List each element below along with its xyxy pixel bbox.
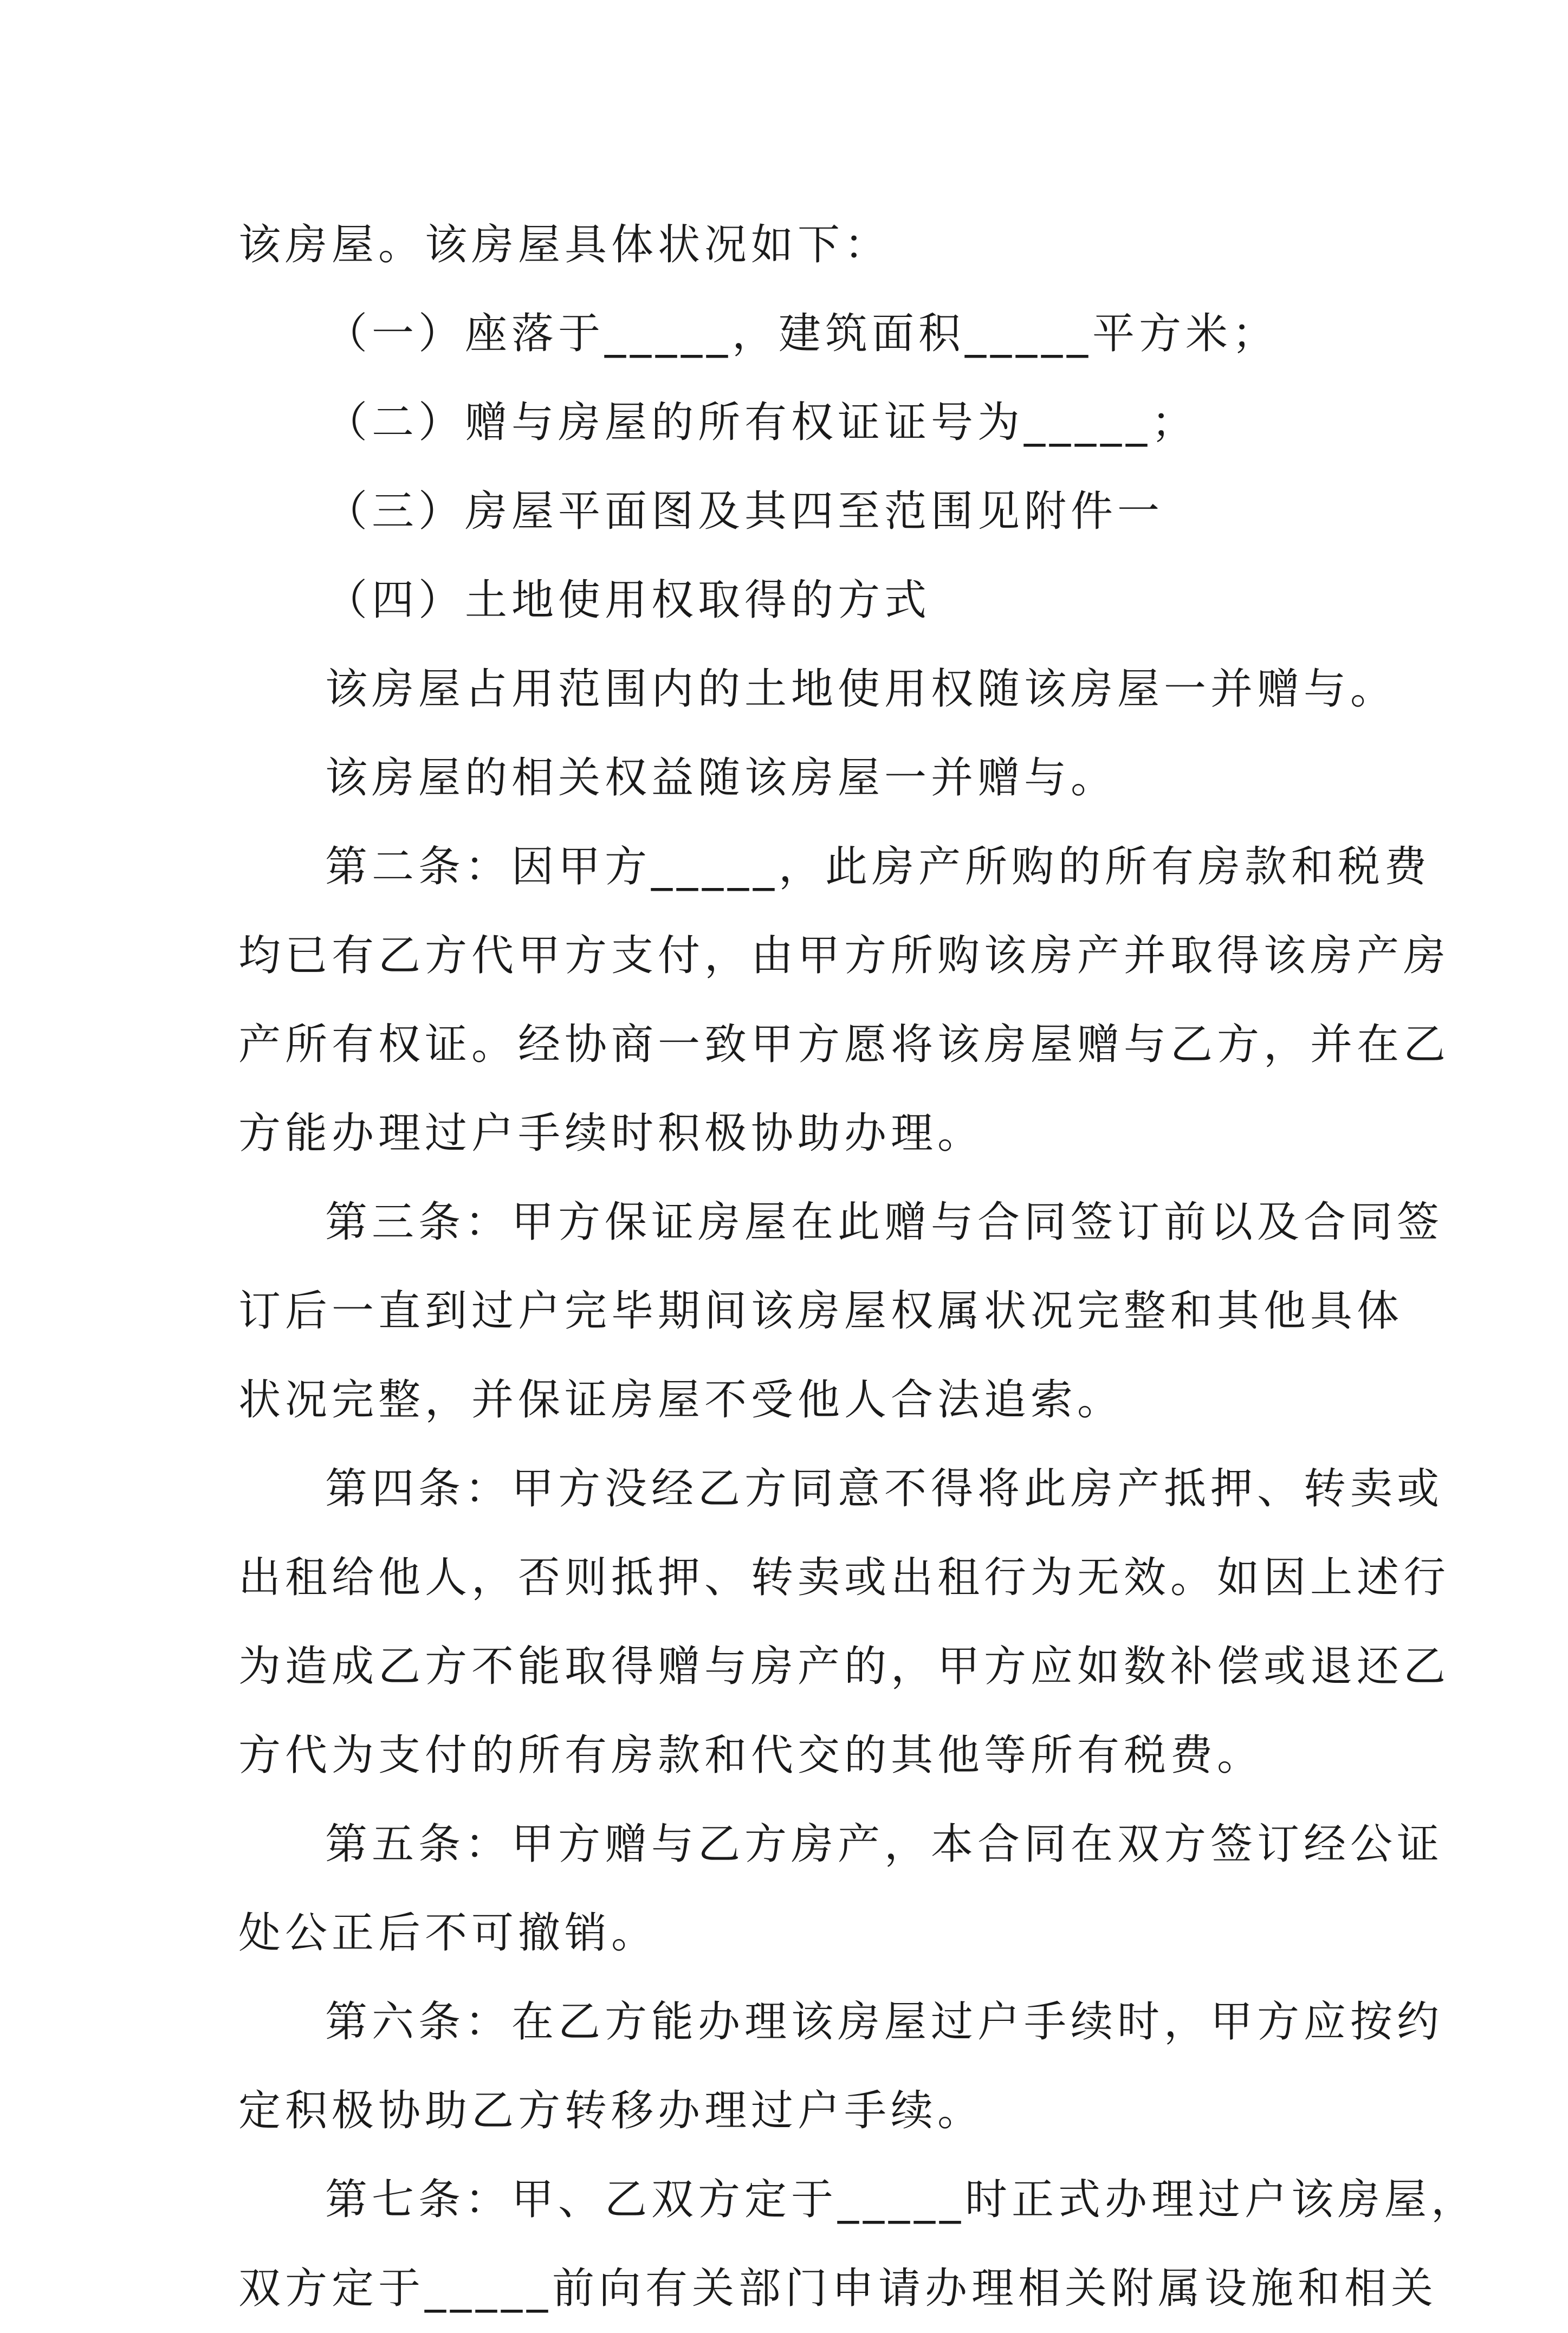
text-line: （四）土地使用权取得的方式 (325, 576, 931, 625)
text-line: 方代为支付的所有房款和代交的其他等所有税费。 (238, 1731, 1264, 1780)
text-line: （一）座落于_____，建筑面积_____平方米； (325, 309, 1279, 358)
text-line: 该房屋。该房屋具体状况如下： (238, 221, 891, 269)
text-line: 订后一直到过户完毕期间该房屋权属状况完整和其他具体 (238, 1287, 1404, 1336)
text-line: 处公正后不可撤销。 (238, 1909, 658, 1958)
text-line: 第二条：因甲方_____，此房产所购的所有房款和税费 (325, 843, 1431, 891)
text-line: 方能办理过户手续时积极协助办理。 (238, 1109, 984, 1158)
text-line: （三）房屋平面图及其四至范围见附件一 (325, 487, 1164, 536)
text-line: 为造成乙方不能取得赠与房产的，甲方应如数补偿或退还乙 (238, 1642, 1450, 1691)
text-line: 该房屋占用范围内的土地使用权随该房屋一并赠与。 (325, 665, 1397, 714)
text-line: 双方定于_____前向有关部门申请办理相关附属设施和相关 (238, 2264, 1438, 2313)
text-line: 出租给他人，否则抵押、转卖或出租行为无效。如因上述行 (238, 1553, 1450, 1602)
text-line: （二）赠与房屋的所有权证证号为_____； (325, 398, 1198, 447)
text-line: 第六条：在乙方能办理该房屋过户手续时，甲方应按约 (325, 1998, 1444, 2046)
text-line: 第三条：甲方保证房屋在此赠与合同签订前以及合同签 (325, 1198, 1444, 1247)
contract-body (238, 200, 1478, 2333)
text-line: 均已有乙方代甲方支付，由甲方所购该房产并取得该房产房 (238, 931, 1450, 980)
text-line: 第七条：甲、乙双方定于_____时正式办理过户该房屋， (325, 2175, 1478, 2224)
text-line: 该房屋的相关权益随该房屋一并赠与。 (325, 754, 1118, 802)
text-line: 第五条：甲方赠与乙方房产，本合同在双方签订经公证 (325, 1820, 1444, 1869)
text-line: 第四条：甲方没经乙方同意不得将此房产抵押、转卖或 (325, 1464, 1444, 1513)
text-line: 产所有权证。经协商一致甲方愿将该房屋赠与乙方，并在乙 (238, 1020, 1450, 1069)
text-line: 定积极协助乙方转移办理过户手续。 (238, 2086, 984, 2135)
text-line: 状况完整，并保证房屋不受他人合法追索。 (238, 1376, 1124, 1424)
